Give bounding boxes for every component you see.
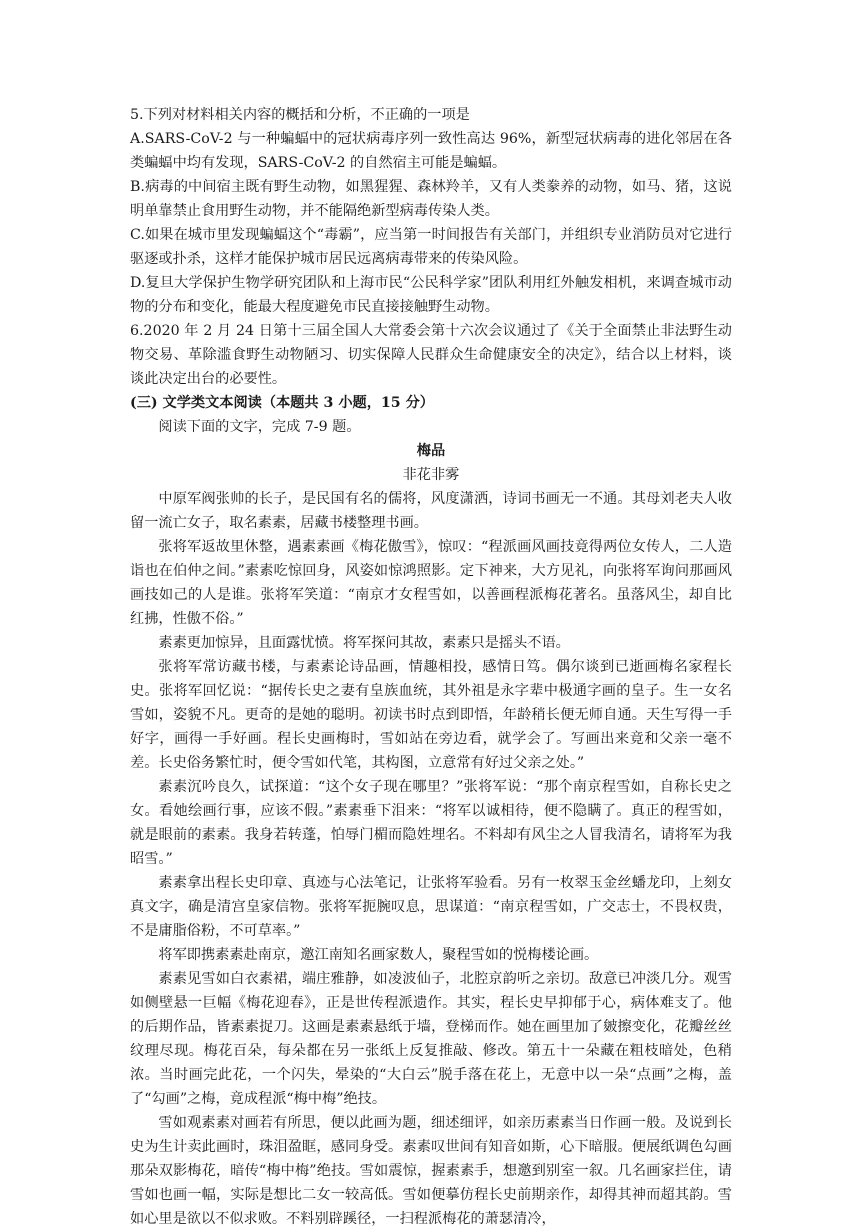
story-paragraph: 中原军阀张帅的长子，是民国有名的儒将，风度潇洒，诗词书画无一不通。其母刘老夫人收留一流亡女子，取名素素，居藏书楼整理书画。	[130, 491, 732, 531]
q5-option-c: C.如果在城市里发现蝙蝠这个“毒霸”，应当第一时间报告有关部门，并组织专业消防员对它进行驱逐或扑杀，这样才能保护城市居民远离病毒带来的传染风险。	[130, 227, 732, 267]
section-instruction: 阅读下面的文字，完成 7-9 题。	[158, 419, 361, 435]
q5-option-a: A.SARS-CoV-2 与一种蝙蝠中的冠状病毒序列一致性高达 96%，新型冠状病毒的进化邻居在各类蝙蝠中均有发现，SARS-CoV-2 的自然宿主可能是蝙蝠。	[130, 131, 732, 171]
story-title: 梅品	[416, 443, 446, 459]
story-paragraph: 将军即携素素赴南京，邀江南知名画家数人，聚程雪如的悦梅楼论画。	[158, 947, 599, 963]
story-paragraph: 素素拿出程长史印章、真迹与心法笔记，让张将军验看。另有一枚翠玉金丝蟠龙印，上刻女真文字，确是清宫皇家信物。张将军扼腕叹息，思谋道：“南京程雪如，广交志士，不畏权贵，不是庸脂俗粉，不可草率。”	[130, 875, 732, 939]
q5-option-d: D.复旦大学保护生物学研究团队和上海市民“公民科学家”团队利用红外触发相机，来调查城市动物的分布和变化，能最大程度避免市民直接接触野生动物。	[130, 275, 732, 315]
story-author: 非花非雾	[402, 467, 460, 483]
story-paragraph: 素素沉吟良久，试探道：“这个女子现在哪里？”张将军说：“那个南京程雪如，自称长史之女。看她绘画行事，应该不假。”素素垂下泪来：“将军以诚相待，便不隐瞒了。真正的程雪如，就是眼前的素素。我身若转蓬，怕辱门楣而隐姓埋名。不料却有风尘之人冒我清名，请将军为我昭雪。”	[130, 779, 732, 867]
story-paragraph: 素素见雪如白衣素裙，端庄雅静，如凌波仙子，北腔京韵听之亲切。敌意已冲淡几分。观雪如侧壁悬一巨幅《梅花迎春》，正是世传程派遗作。其实，程长史早抑郁于心，病体难支了。他的后期作品，皆素素捉刀。这画是素素悬纸于墙，登梯而作。她在画里加了皴擦变化，花瓣丝丝纹理尽现。梅花百朵，每朵都在另一张纸上反复推敲、修改。第五十一朵藏在粗枝暗处，色稍浓。当时画完此花，一个闪失，晕染的“大白云”脱手落在花上，无意中以一朵“点画”之梅，盖了“勾画”之梅，竟成程派“梅中梅”绝技。	[130, 971, 732, 1107]
story-paragraph: 张将军常访藏书楼，与素素论诗品画，情趣相投，感情日笃。偶尔谈到已逝画梅名家程长史。张将军回忆说：“据传长史之妻有皇族血统，其外祖是永字辈中极通字画的皇子。生一女名雪如，姿貌不凡。更奇的是她的聪明。初读书时点到即悟，年龄稍长便无师自通。天生写得一手好字，画得一手好画。程长史画梅时，雪如站在旁边看，就学会了。写画出来竟和父亲一毫不差。长史俗务繁忙时，便令雪如代笔，其构图，立意常有好过父亲之处。”	[130, 659, 732, 771]
q5-option-b: B.病毒的中间宿主既有野生动物，如黑猩猩、森林羚羊，又有人类豢养的动物，如马、猪，这说明单靠禁止食用野生动物，并不能隔绝新型病毒传染人类。	[130, 179, 732, 219]
story-paragraph: 雪如观素素对画若有所思，便以此画为题，细述细评，如亲历素素当日作画一般。及说到长史为生计卖此画时，珠泪盈眶，感同身受。素素叹世间有知音如斯，心下暗服。便展纸调色勾画那朵双影梅花，暗传“梅中梅”绝技。雪如震惊，握素素手，想邀到别室一叙。几名画家拦住，请雪如也画一幅，实际是想比二女一较高低。雪如便摹仿程长史前期亲作，却得其神而超其韵。雪如心里是欲以不似求败。不料别辟蹊径，一扫程派梅花的萧瑟清冷，	[130, 1115, 732, 1227]
q6-text: 6.2020 年 2 月 24 日第十三届全国人大常委会第十六次会议通过了《关于全面禁止非法野生动物交易、革除滥食野生动物陋习、切实保障人民群众生命健康安全的决定》，结合以上材料，谈谈此决定出台的必要性。	[130, 323, 732, 387]
q5-stem: 5.下列对材料相关内容的概括和分析，不正确的一项是	[130, 107, 470, 123]
story-paragraph: 素素更加惊异，且面露忧愤。将军探问其故，素素只是摇头不语。	[158, 635, 570, 651]
story-paragraph: 张将军返故里休整，遇素素画《梅花傲雪》，惊叹：“程派画风画技竟得两位女传人，二人造诣也在伯仲之间。”素素吃惊回身，风姿如惊鸿照影。定下神来，大方见礼，向张将军询问那画风画技如己的人是谁。张将军笑道：“南京才女程雪如，以善画程派梅花著名。虽落风尘，却自比红拂，性傲不俗。”	[130, 539, 732, 627]
exam-page	[130, 103, 732, 1231]
section-heading: (三) 文学类文本阅读（本题共 3 小题，15 分）	[130, 395, 434, 411]
